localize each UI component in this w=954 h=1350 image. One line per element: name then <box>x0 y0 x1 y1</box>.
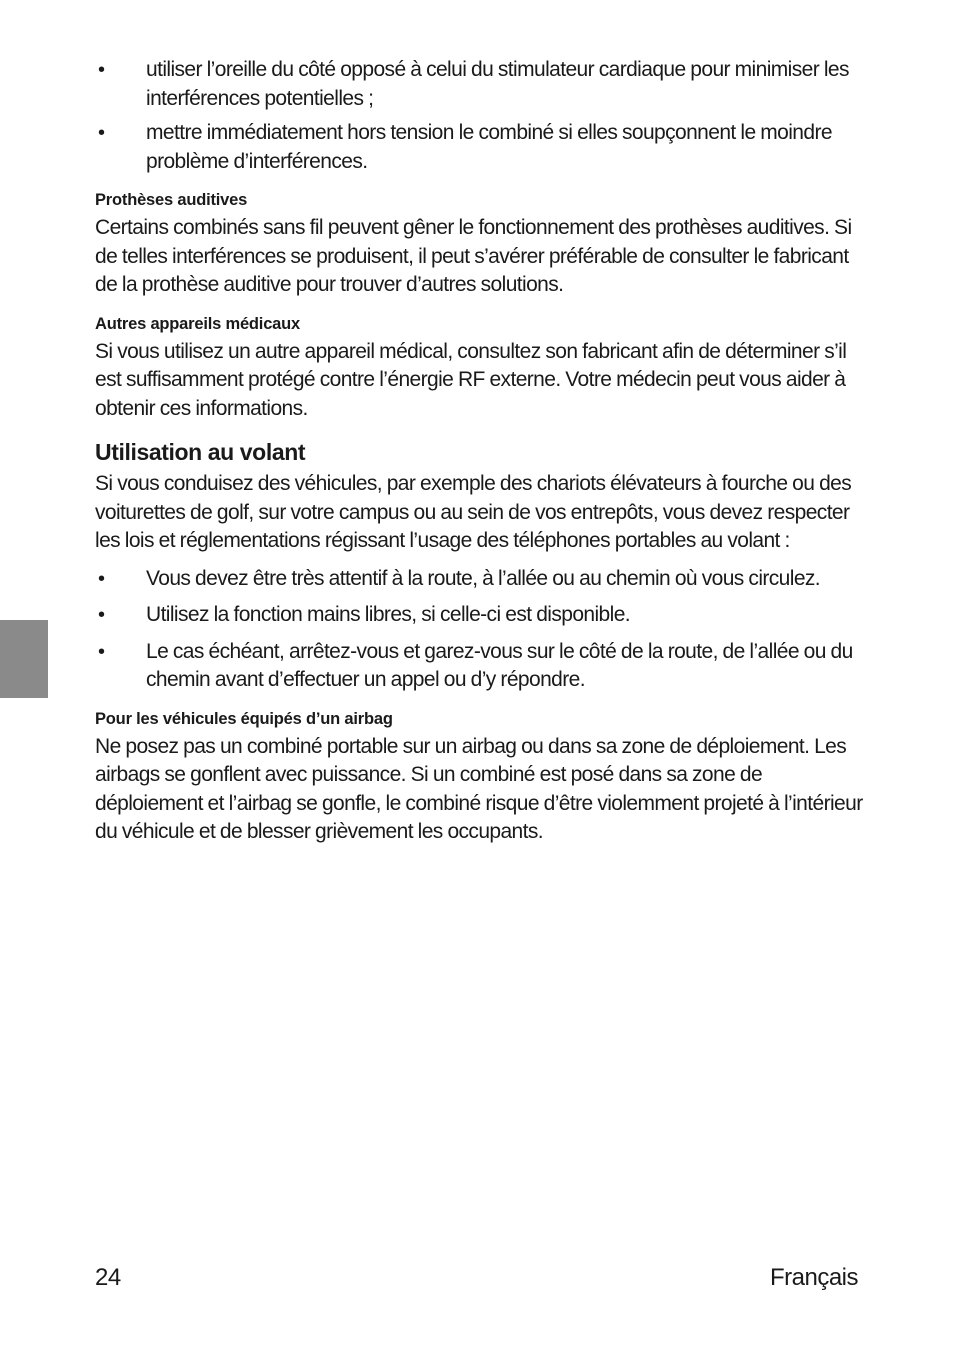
bullet-icon: • <box>98 567 105 590</box>
list-item <box>95 601 865 630</box>
footer-language: Français <box>769 1264 858 1291</box>
driving-section-title: Utilisation au volant <box>95 439 306 465</box>
airbag-text: Ne posez pas un combiné portable sur un airbag ou dans sa zone de déploiement. Les airbags se gonflent avec puissance. Si un combiné est posé dans sa zone de déploiement et l’airbag se gonfle, le combiné risque d’être violemment projeté à l’intérieur du véhicule et de blesser grièvement les occupants. <box>95 734 863 843</box>
list-item <box>95 565 865 594</box>
bullet-icon: • <box>98 59 105 81</box>
chapter-side-tab <box>0 620 48 698</box>
driving-intro: Si vous conduisez des véhicules, par exemple des chariots élévateurs à fourche ou des voiturettes de golf, sur votre campus ou au sein de vos entrepôts, vous devez respecter les lois et réglementations régissant l’usage des téléphones portables au volant : <box>95 472 852 552</box>
bullet-icon: • <box>98 604 105 626</box>
list-item-text: mettre immédiatement hors tension le combiné si elles soupçonnent le moindre problème d’interférences. <box>146 121 832 173</box>
list-item-text: Vous devez être très attentif à la route, à l’allée ou au chemin où vous circulez. <box>146 566 821 590</box>
page-content <box>95 56 865 847</box>
hearing-aids-text: Certains combinés sans fil peuvent gêner le fonctionnement des prothèses auditives. Si de telles interférences se produisent, il peut s’avérer préférable de consulter le fabricant de la prothèse auditive pour trouver d’autres solutions. <box>95 216 852 296</box>
list-item <box>95 56 865 113</box>
other-devices-text: Si vous utilisez un autre appareil médical, consultez son fabricant afin de déterminer s’il est suffisamment protégé contre l’énergie RF externe. Votre médecin peut vous aider à obtenir ces informations. <box>95 339 847 420</box>
list-item-text: utiliser l’oreille du côté opposé à celui du stimulateur cardiaque pour minimiser les interférences potentielles ; <box>146 58 849 110</box>
bullet-icon: • <box>98 640 105 663</box>
list-item <box>95 119 865 176</box>
bullet-icon: • <box>98 122 105 144</box>
list-item-text: Utilisez la fonction mains libres, si celle-ci est disponible. <box>146 603 631 626</box>
other-devices-heading: Autres appareils médicaux <box>95 314 301 333</box>
airbag-heading: Pour les véhicules équipés d’un airbag <box>95 709 393 728</box>
list-item <box>95 638 865 695</box>
page-number: 24 <box>95 1264 121 1291</box>
list-item-text: Le cas échéant, arrêtez-vous et garez-vous sur le côté de la route, de l’allée ou du chemin avant d’effectuer un appel ou d’y répondre. <box>146 639 853 691</box>
hearing-aids-heading: Prothèses auditives <box>95 191 248 209</box>
